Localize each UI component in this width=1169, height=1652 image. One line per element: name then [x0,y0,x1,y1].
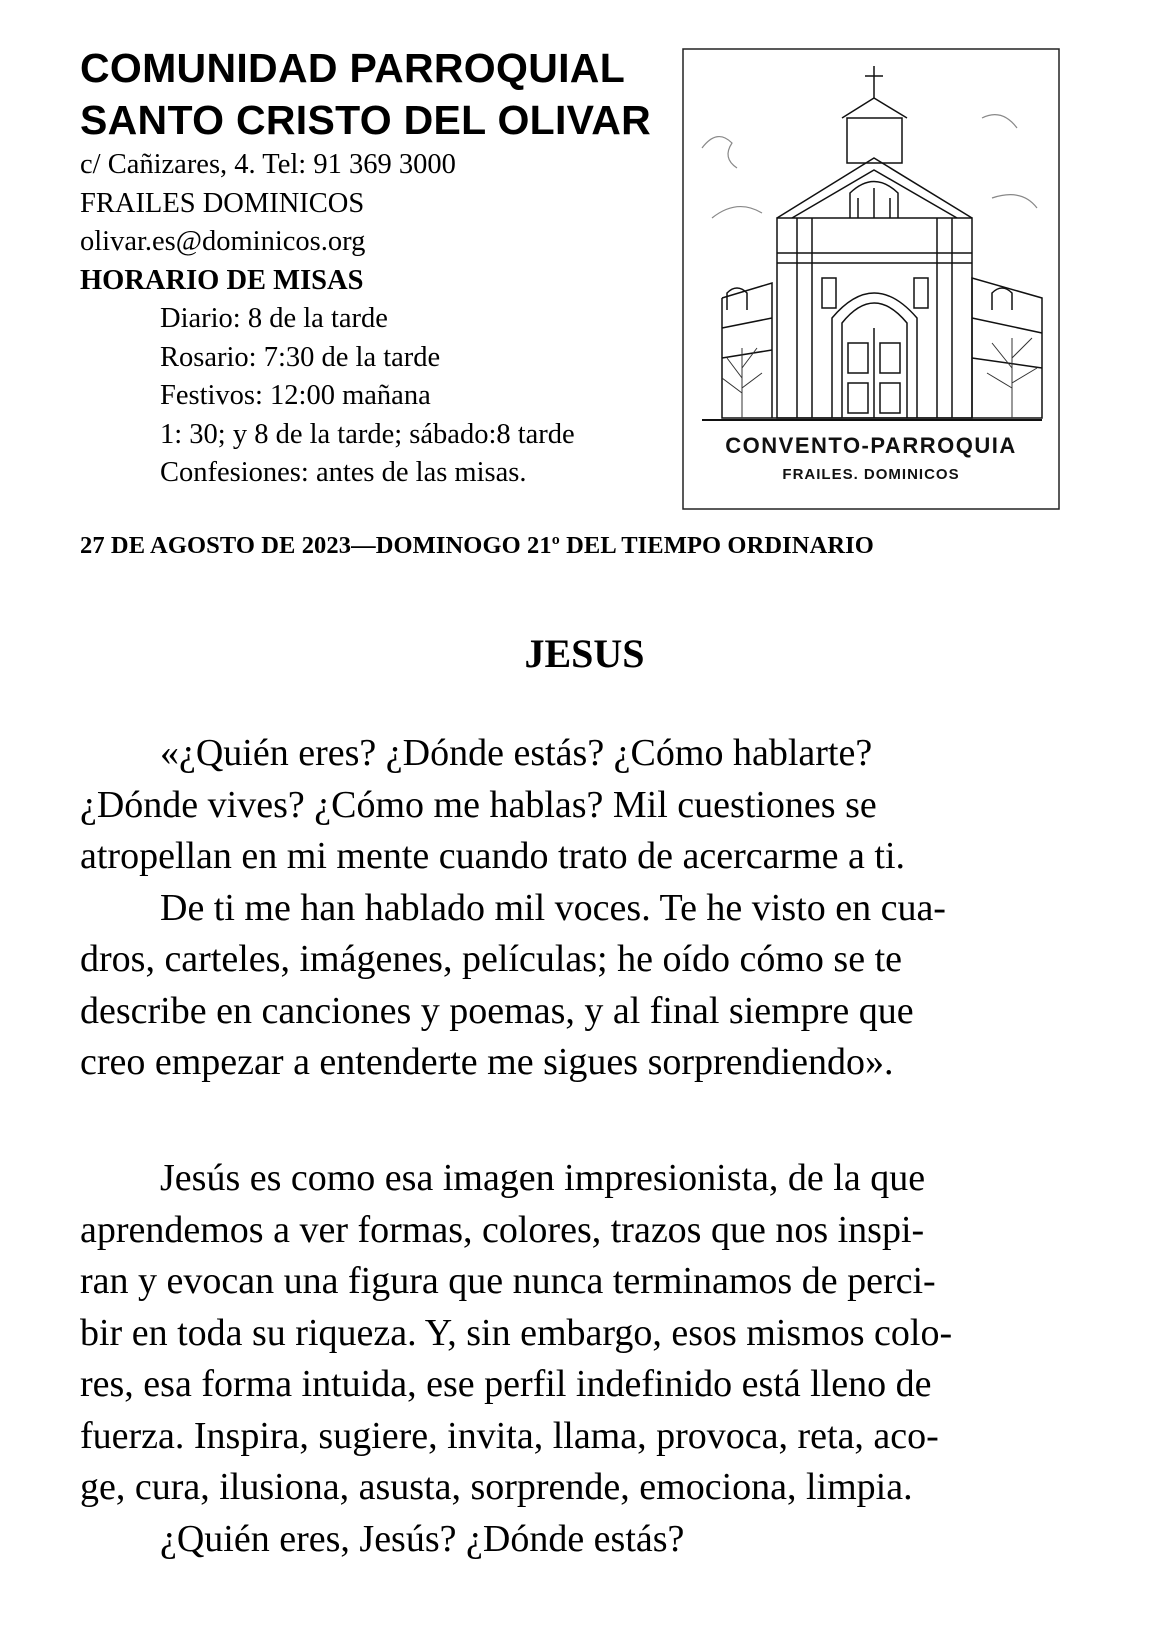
illustration-caption-main: CONVENTO-PARROQUIA [725,433,1017,458]
schedule-item: Rosario: 7:30 de la tarde [160,341,441,373]
schedule-item: 1: 30; y 8 de la tarde; sábado:8 tarde [160,418,575,450]
text-line: res, esa forma intuida, ese perfil indefinido está lleno de [80,1363,932,1405]
parish-name-line-2: SANTO CRISTO DEL OLIVAR [80,97,652,143]
schedule-item: Diario: 8 de la tarde [160,303,388,334]
text-line: ¿Dónde vives? ¿Cómo me hablas? Mil cuestiones se [80,783,877,826]
text-line: aprendemos a ver formas, colores, trazos que nos inspi- [80,1208,925,1251]
article-title: JESUS [524,631,645,676]
date-liturgical-line: 27 DE AGOSTO DE 2023—DOMINOGO 21º DEL TIEMPO ORDINARIO [80,532,874,559]
parish-order: FRAILES DOMINICOS [80,187,365,219]
paragraph-quote [80,728,1085,1089]
parish-header [80,42,660,493]
paragraph-reflection [80,1153,1085,1565]
text-line: ge, cura, ilusiona, asusta, sorprende, emociona, limpia. [80,1466,913,1508]
text-line: Jesús es como esa imagen impresionista, de la que [160,1157,926,1199]
schedule-title: HORARIO DE MISAS [80,264,364,296]
text-line: describe en canciones y poemas, y al final siempre que [80,989,914,1032]
text-line: De ti me han hablado mil voces. Te he visto en cua- [160,886,946,929]
text-line: «¿Quién eres? ¿Dónde estás? ¿Cómo hablarte? [160,732,873,774]
text-line: bir en toda su riqueza. Y, sin embargo, esos mismos colo- [80,1311,953,1354]
parish-email: olivar.es@dominicos.org [80,226,366,257]
church-illustration [682,48,1060,510]
illustration-caption-sub: FRAILES. DOMINICOS [782,466,960,483]
text-line: creo empezar a entenderte me sigues sorprendiendo». [80,1041,894,1083]
parish-name-line-1: COMUNIDAD PARROQUIAL [80,45,626,91]
schedule-item: Festivos: 12:00 mañana [160,380,431,411]
text-line: ran y evocan una figura que nunca terminamos de perci- [80,1260,936,1302]
text-line: dros, carteles, imágenes, películas; he oído cómo se te [80,938,903,980]
text-line: fuerza. Inspira, sugiere, invita, llama, provoca, reta, aco- [80,1414,939,1457]
mass-schedule [80,300,660,493]
text-line: ¿Quién eres, Jesús? ¿Dónde estás? [160,1517,685,1560]
schedule-item: Confesiones: antes de las misas. [160,457,527,488]
parish-address: c/ Cañizares, 4. Tel: 91 369 3000 [80,149,456,180]
text-line: atropellan en mi mente cuando trato de acercarme a ti. [80,835,906,877]
